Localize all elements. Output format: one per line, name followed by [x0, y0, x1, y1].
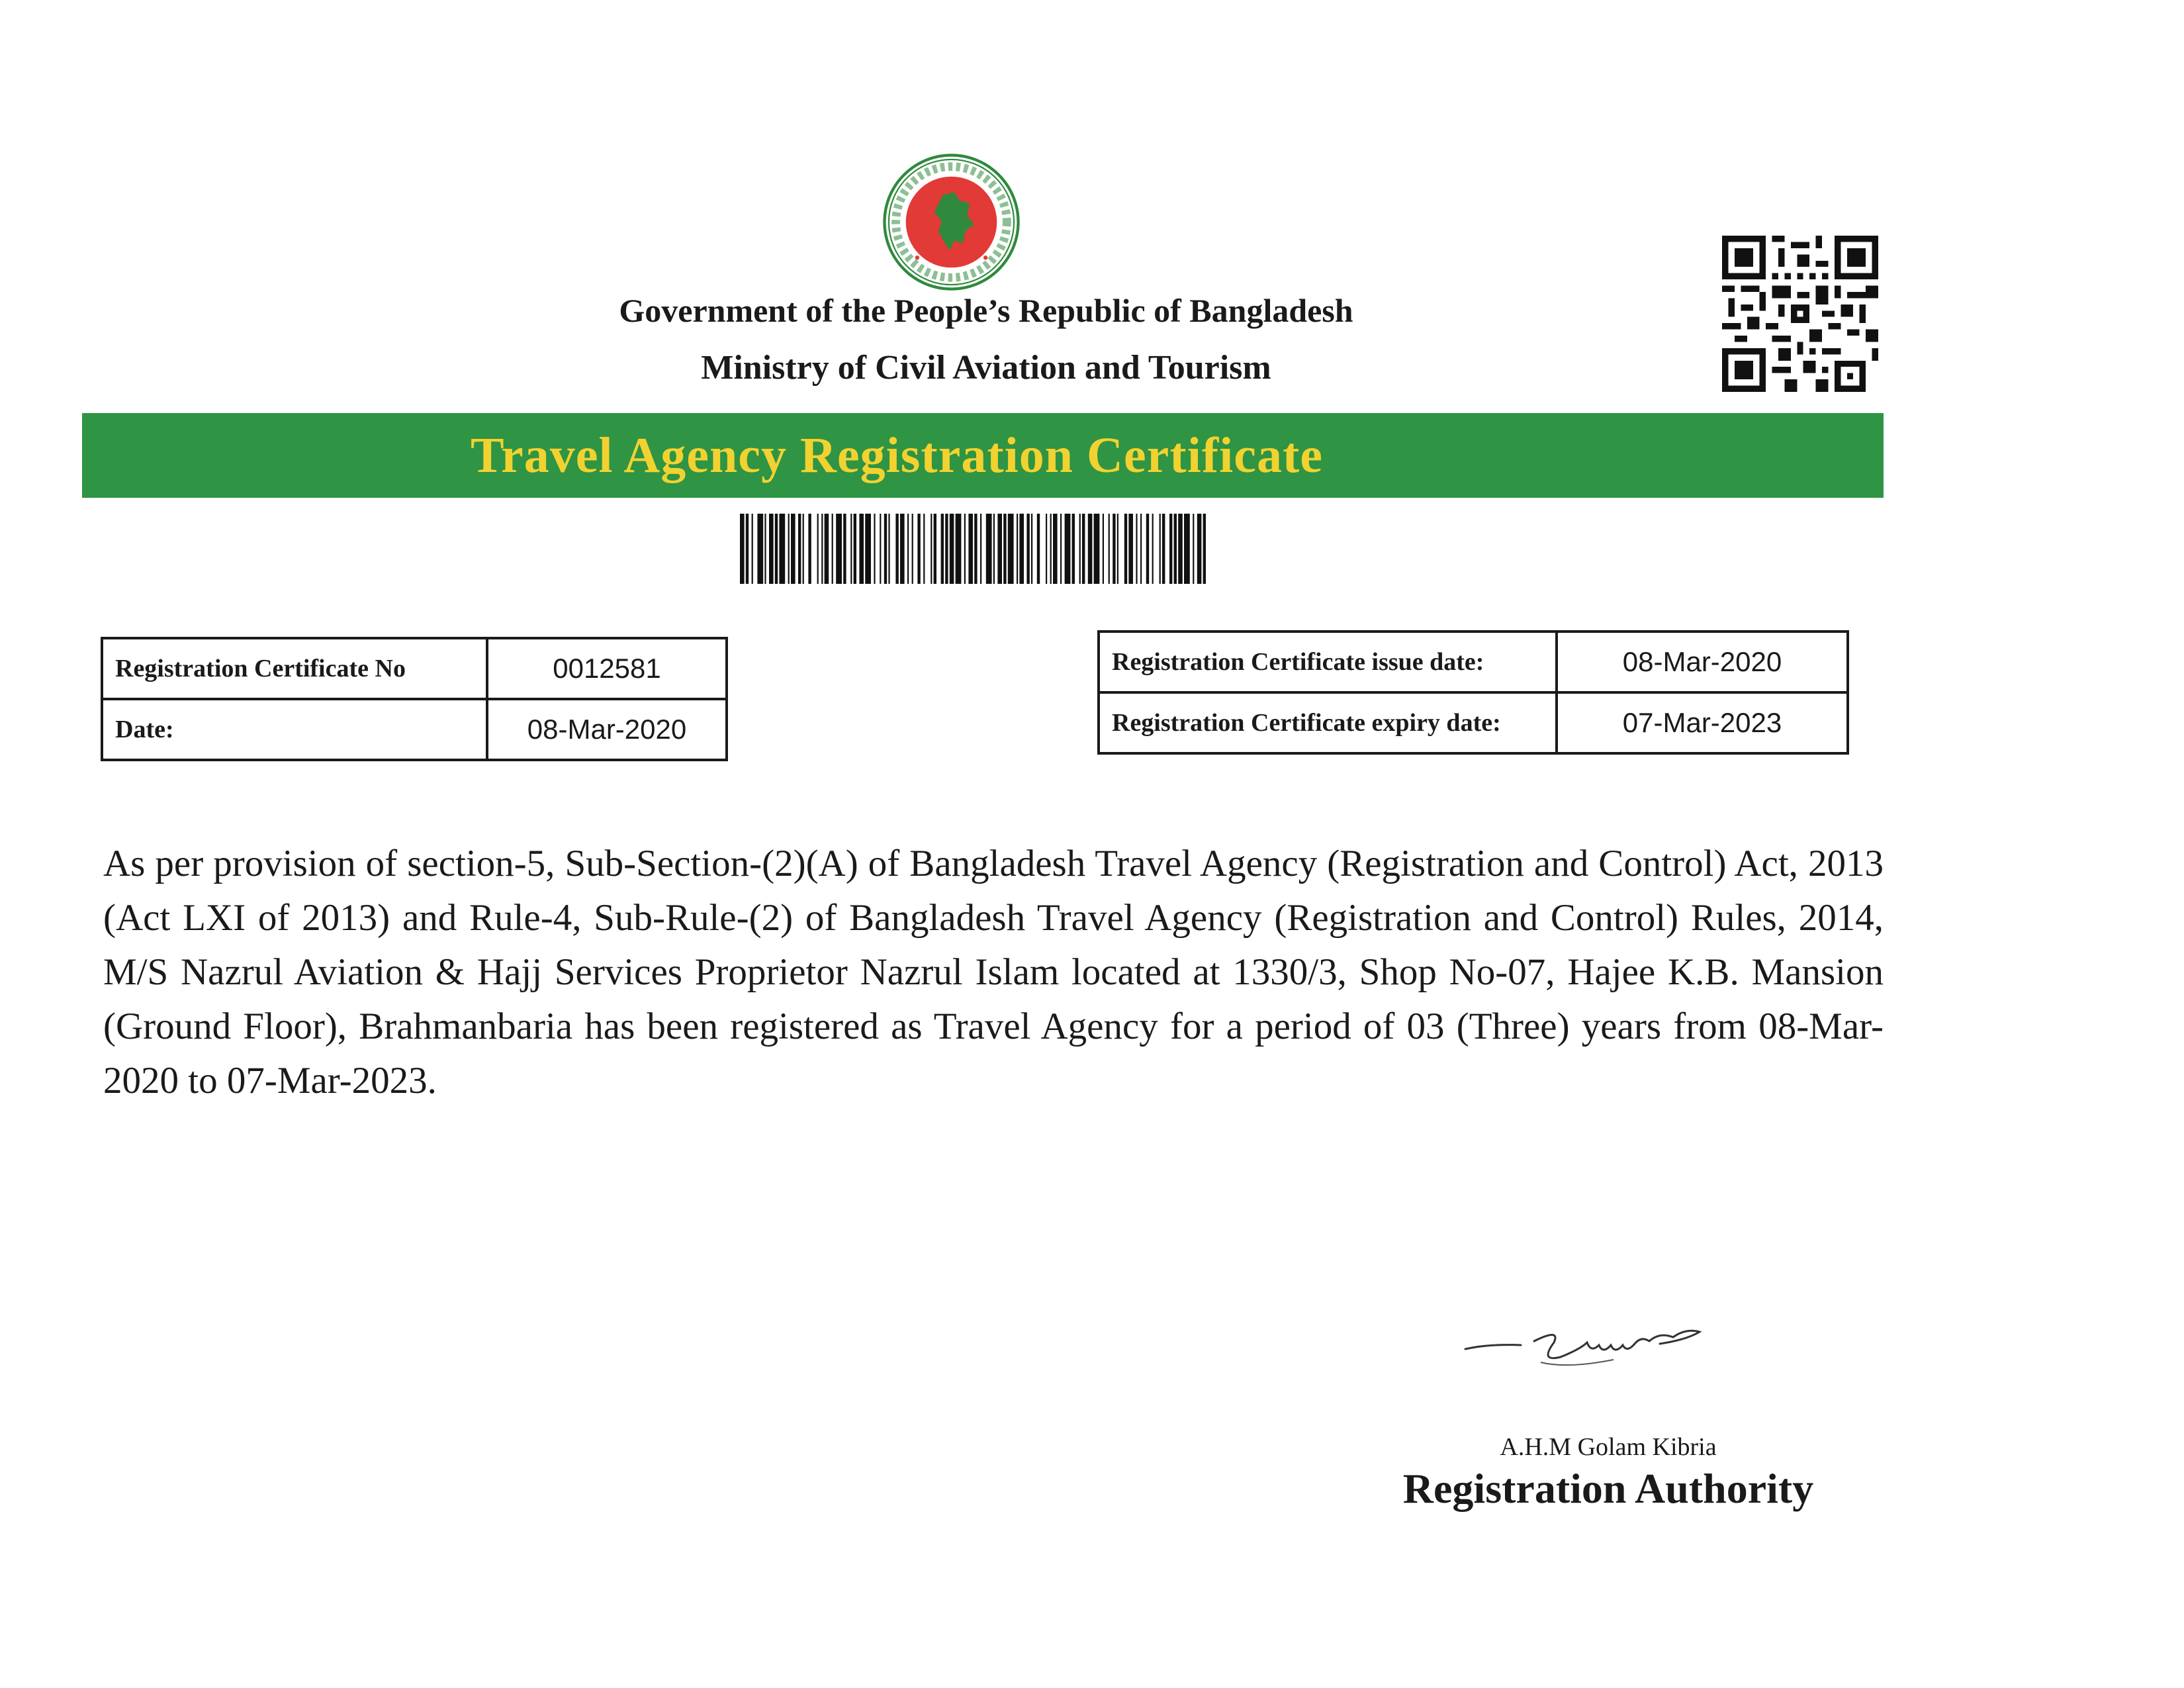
table-row	[102, 638, 727, 699]
date-label: Date:	[102, 699, 487, 760]
registration-number-value: 0012581	[487, 638, 727, 699]
issue-date-value: 08-Mar-2020	[1557, 632, 1848, 692]
date-value: 08-Mar-2020	[487, 699, 727, 760]
qr-code-icon	[1722, 236, 1878, 392]
table-row	[1099, 692, 1848, 753]
signatory-name: A.H.M Golam Kibria	[1500, 1433, 1717, 1461]
expiry-date-label: Registration Certificate expiry date:	[1099, 692, 1557, 753]
table-row	[102, 699, 727, 760]
government-title: Government of the People’s Republic of Bangladesh	[619, 292, 1353, 329]
government-seal-icon	[880, 151, 1023, 293]
certificate-title-banner	[82, 413, 1884, 498]
certificate-body-text: As per provision of section-5, Sub-Section-(2)(A) of Bangladesh Travel Agency (Registration and Control) Act, 2013 (Act LXI of 2013) and Rule-4, Sub-Rule-(2) of Bangladesh Travel Agency (Registration and Control) Rules, 2014, M/S Nazrul Aviation & Hajj Services Proprietor Nazrul Islam located at 1330/3, Shop No-07, Hajee K.B. Mansion (Ground Floor), Brahmanbaria has been registered as Travel Agency for a period of 03 (Three) years from 08-Mar-2020 to 07-Mar-2023.	[103, 843, 1884, 1102]
table-row	[1099, 632, 1848, 692]
signatory-title: Registration Authority	[1402, 1465, 1814, 1512]
signature-icon	[1461, 1303, 1779, 1376]
ministry-title: Ministry of Civil Aviation and Tourism	[701, 349, 1271, 387]
expiry-date-value: 07-Mar-2023	[1557, 692, 1848, 753]
issue-date-label: Registration Certificate issue date:	[1099, 632, 1557, 692]
barcode-icon	[740, 514, 1208, 584]
validity-dates-table	[1097, 630, 1849, 755]
registration-number-label: Registration Certificate No	[102, 638, 487, 699]
certificate-title: Travel Agency Registration Certificate	[470, 427, 1324, 483]
registration-number-table	[101, 637, 728, 761]
